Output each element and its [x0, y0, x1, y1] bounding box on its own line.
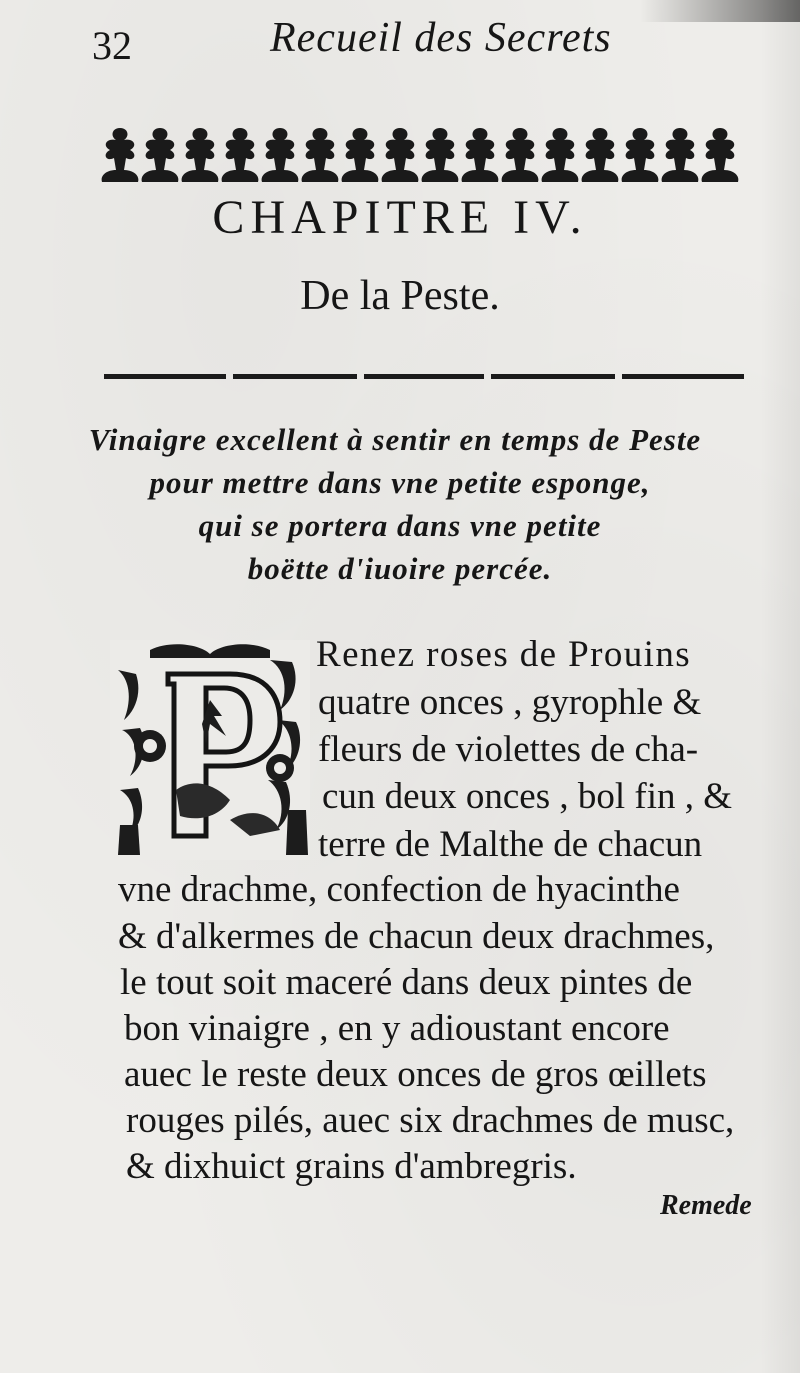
- fleuron-icon: [262, 128, 299, 182]
- recipe-title-line: Vinaigre excellent à sentir en temps de Peste: [88, 422, 702, 457]
- recipe-title: [0, 418, 800, 590]
- page-edge-shadow: [640, 0, 800, 22]
- fleuron-icon: [462, 128, 499, 182]
- fleuron-icon: [222, 128, 259, 182]
- rule-segment: [104, 374, 226, 379]
- recipe-title-line: qui se portera dans vne petite: [198, 508, 602, 543]
- body-line: rouges pilés, auec six drachmes de musc,: [126, 1100, 735, 1141]
- rule-segment: [233, 374, 357, 379]
- chapter-subtitle: De la Peste.: [300, 273, 500, 319]
- page-number: 32: [92, 23, 132, 68]
- recipe-title-line: boëtte d'iuoire percée.: [247, 551, 553, 586]
- catchword: Remede: [660, 1190, 752, 1221]
- fleuron-icon: [702, 128, 739, 182]
- recipe-title-line: pour mettre dans vne petite esponge,: [149, 465, 651, 500]
- rule-segment: [622, 374, 744, 379]
- body-line: Renez roses de Prouins: [316, 634, 692, 675]
- body-line: auec le reste deux onces de gros œillets: [124, 1054, 707, 1095]
- fleuron-icon: [582, 128, 619, 182]
- rule-segment: [491, 374, 615, 379]
- fleuron-icon: [382, 128, 419, 182]
- fleuron-icon: [302, 128, 339, 182]
- fleuron-icon: [422, 128, 459, 182]
- fleuron-icon: [662, 128, 699, 182]
- fleuron-icon: [502, 128, 539, 182]
- chapter-title: CHAPITRE IV.: [212, 191, 588, 244]
- body-line: cun deux onces , bol fin , &: [322, 776, 732, 817]
- decorated-initial: [110, 640, 310, 860]
- body-line: vne drachme, confection de hyacinthe: [118, 869, 680, 910]
- body-line: terre de Malthe de chacun: [318, 824, 703, 865]
- fleuron-ornament-band: [100, 122, 740, 184]
- body-line: bon vinaigre , en y adioustant encore: [124, 1008, 670, 1049]
- running-title: Recueil des Secrets: [270, 15, 612, 61]
- fleuron-icon: [182, 128, 219, 182]
- rule-segment: [364, 374, 484, 379]
- fleuron-icon: [142, 128, 179, 182]
- fleuron-icon: [622, 128, 659, 182]
- body-line: & d'alkermes de chacun deux drachmes,: [118, 916, 715, 957]
- body-line: & dixhuict grains d'ambregris.: [126, 1146, 577, 1187]
- fleuron-icon: [342, 128, 379, 182]
- fleuron-icon: [102, 128, 139, 182]
- body-line: quatre onces , gyrophle &: [318, 682, 702, 723]
- body-line: fleurs de violettes de cha-: [318, 729, 699, 770]
- body-line: le tout soit maceré dans deux pintes de: [120, 962, 693, 1003]
- fleuron-icon: [542, 128, 579, 182]
